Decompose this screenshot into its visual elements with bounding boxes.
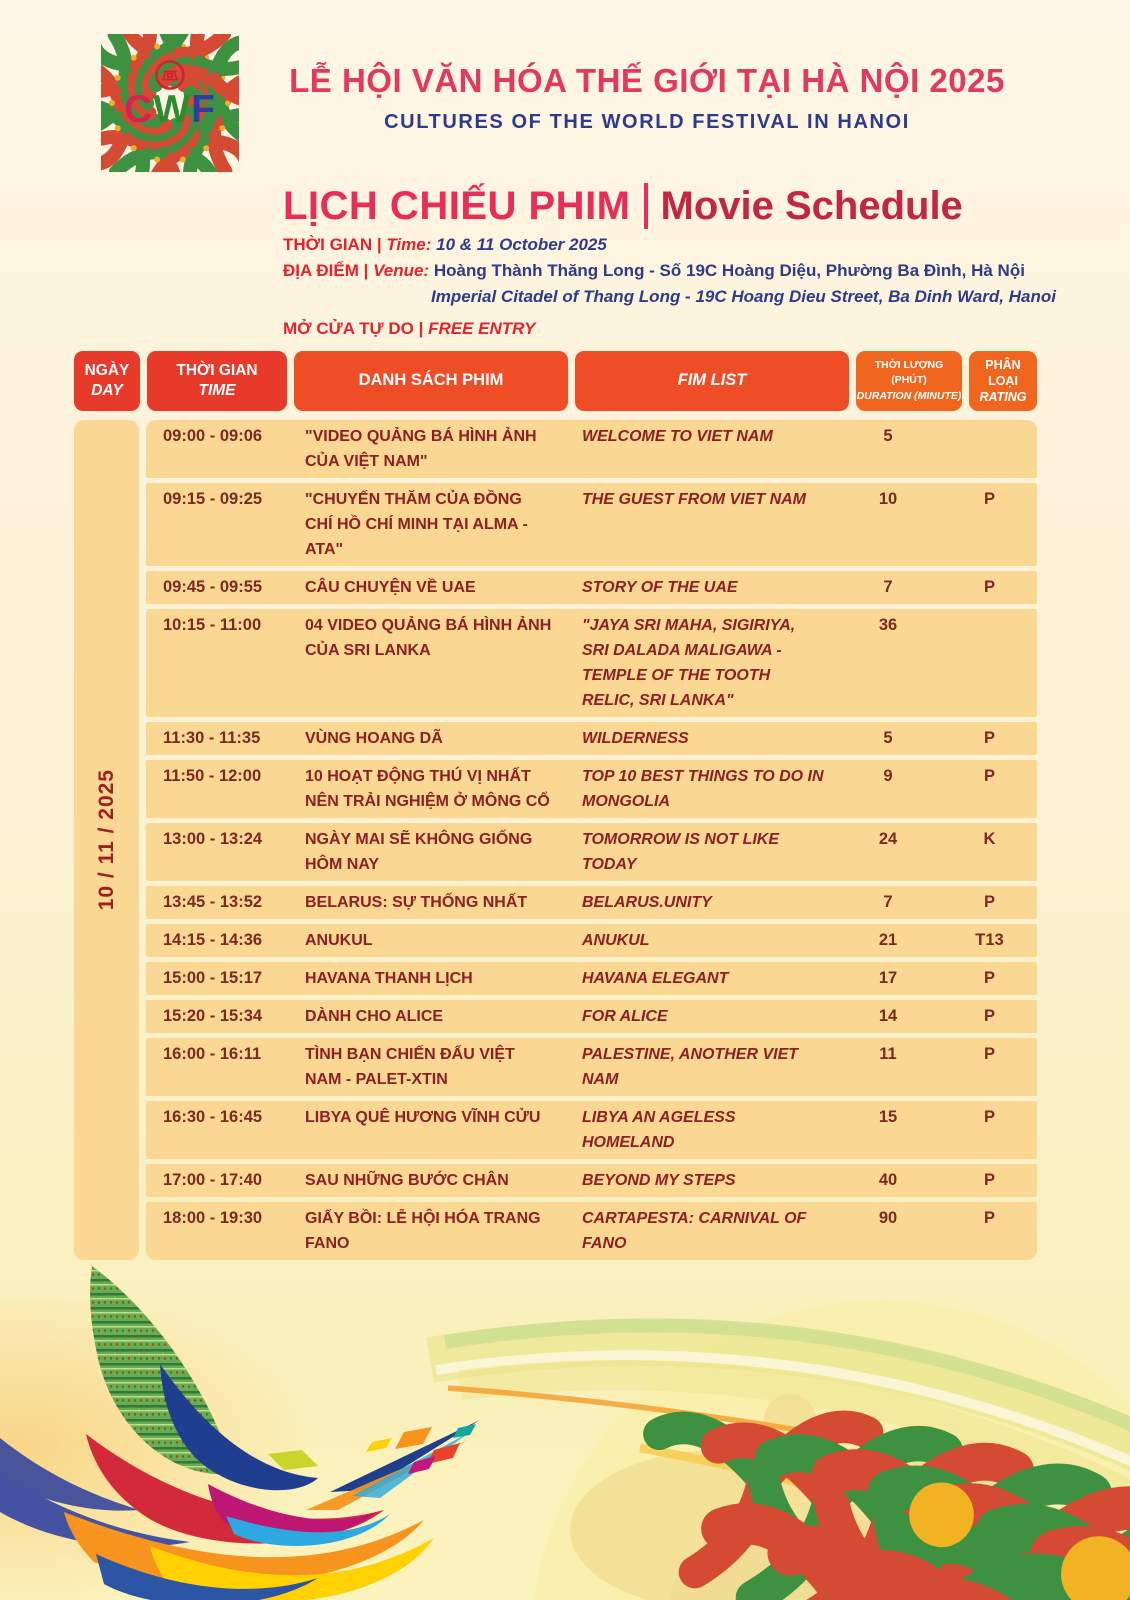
time-value: 10 & 11 October 2025 [436,235,607,254]
row-film-vi: LIBYA QUÊ HƯƠNG VĨNH CỬU [305,1109,541,1126]
schedule-row [146,420,1037,478]
row-duration: 10 [878,490,898,508]
time-label-en: Time: [386,235,432,254]
row-rating: P [983,1045,995,1063]
row-time: 17:00 - 17:40 [163,1171,263,1189]
row-film-en: THE GUEST FROM VIET NAM [582,491,806,508]
schedule-row [146,1000,1037,1033]
row-duration: 14 [878,1007,898,1025]
row-film-en: BELARUS.UNITY [582,894,712,911]
venue-line [283,258,1056,284]
schedule-row [146,1164,1037,1197]
schedule-table-body [74,420,1037,1260]
schedule-row [146,1038,1037,1096]
row-film-vi: VÙNG HOANG DÃ [305,730,443,747]
row-film-en: WELCOME TO VIET NAM [582,428,773,445]
column-header-time [147,351,287,411]
row-rating: P [983,1108,995,1126]
row-time: 16:00 - 16:11 [163,1045,262,1063]
schedule-row [146,483,1037,566]
entry-label-vi: MỞ CỬA TỰ DO | [283,319,424,338]
time-line [283,232,1056,258]
row-time: 10:15 - 11:00 [163,616,262,634]
row-film-vi: "VIDEO QUẢNG BÁ HÌNH ẢNH CỦA VIỆT NAM" [305,428,537,470]
festival-titles [262,62,1032,134]
row-rating: P [983,767,995,785]
row-rating: P [983,1209,995,1227]
header-time-en: TIME [198,382,236,399]
entry-line [283,316,1056,342]
row-duration: 24 [878,830,898,848]
row-rating: P [983,969,995,987]
day-cell [74,420,139,1260]
row-rating: P [983,490,995,508]
schedule-rows [146,420,1037,1260]
column-header-day [74,351,140,411]
row-rating: P [983,578,995,596]
row-film-vi: HAVANA THANH LỊCH [305,970,473,987]
row-time: 09:00 - 09:06 [163,427,263,445]
row-film-en: STORY OF THE UAE [582,579,738,596]
row-film-vi: CÂU CHUYỆN VỀ UAE [305,579,476,596]
row-rating: P [983,1007,995,1025]
schedule-title-vi: LỊCH CHIẾU PHIM [283,183,631,228]
schedule-row [146,823,1037,881]
row-time: 11:50 - 12:00 [163,767,262,785]
venue-label-en: Venue: [373,261,430,280]
schedule-row [146,1101,1037,1159]
venue-value-vi: Hoàng Thành Thăng Long - Số 19C Hoàng Diệu, Phường Ba Đình, Hà Nội [433,261,1025,280]
schedule-row [146,609,1037,717]
row-film-en: TOP 10 BEST THINGS TO DO IN MONGOLIA [582,768,824,810]
row-film-vi: DÀNH CHO ALICE [305,1008,444,1025]
row-duration: 90 [878,1209,898,1227]
row-duration: 21 [878,931,898,949]
row-rating: P [983,1171,995,1189]
row-film-en: CARTAPESTA: CARNIVAL OF FANO [582,1210,807,1252]
schedule-row [146,760,1037,818]
row-time: 15:00 - 15:17 [163,969,263,987]
row-duration: 7 [883,578,893,596]
row-film-vi: 10 HOẠT ĐỘNG THÚ VỊ NHẤT NÊN TRẢI NGHIỆM Ở MÔNG CỔ [305,768,550,810]
header-film-en: FIM LIST [677,371,747,390]
row-duration: 15 [878,1108,898,1126]
row-film-en: FOR ALICE [582,1008,668,1025]
row-duration: 40 [878,1171,898,1189]
festival-title-vi: LỄ HỘI VĂN HÓA THẾ GIỚI TẠI HÀ NỘI 2025 [289,62,1005,99]
row-film-vi: 04 VIDEO QUẢNG BÁ HÌNH ẢNH CỦA SRI LANKA [305,617,552,659]
schedule-row [146,722,1037,755]
row-rating: P [983,729,995,747]
column-header-film-en [575,351,849,411]
row-film-en: "JAYA SRI MAHA, SIGIRIYA, SRI DALADA MALIGAWA - TEMPLE OF THE TOOTH RELIC, SRI LANKA" [582,617,796,709]
row-film-en: LIBYA AN AGELESS HOMELAND [582,1109,736,1151]
row-time: 11:30 - 11:35 [163,729,261,747]
row-film-vi: ANUKUL [305,932,373,949]
venue-line-en [431,284,1056,310]
cwf-letter-c: C [124,88,154,131]
row-film-en: ANUKUL [582,932,650,949]
row-film-vi: NGÀY MAI SẼ KHÔNG GIỐNG HÔM NAY [305,831,533,873]
column-header-duration [856,351,962,411]
cwf-wordmark [101,90,239,129]
row-duration: 5 [883,729,893,747]
venue-value-en: Imperial Citadel of Thang Long - 19C Hoang Dieu Street, Ba Dinh Ward, Hanoi [431,287,1056,306]
schedule-row [146,571,1037,604]
row-film-vi: SAU NHỮNG BƯỚC CHÂN [305,1172,509,1189]
festival-title-en: CULTURES OF THE WORLD FESTIVAL IN HANOI [384,111,910,133]
row-time: 15:20 - 15:34 [163,1007,263,1025]
row-duration: 5 [883,427,893,445]
header-rating-vi: PHÂN LOẠI [985,357,1021,388]
day-value: 10 / 11 / 2025 [94,769,118,911]
schedule-table-header [74,351,1037,411]
schedule-row [146,886,1037,919]
row-rating: T13 [975,931,1004,949]
row-time: 09:15 - 09:25 [163,490,263,508]
cwf-letter-w: W [153,88,192,131]
header-day-vi: NGÀY [84,361,130,379]
row-rating: K [983,830,996,848]
row-duration: 7 [883,893,893,911]
entry-label-en: FREE ENTRY [428,319,536,338]
header-rating-en: RATING [979,390,1027,405]
title-divider [644,183,648,229]
row-film-vi: GIẤY BỒI: LỄ HỘI HÓA TRANG FANO [305,1210,541,1252]
row-duration: 17 [878,969,898,987]
schedule-title [283,183,963,229]
row-film-en: WILDERNESS [582,730,689,747]
row-duration: 11 [879,1045,897,1063]
row-rating: P [983,893,995,911]
column-header-film-vi [294,351,568,411]
row-time: 16:30 - 16:45 [163,1108,263,1126]
header-film-vi: DANH SÁCH PHIM [358,371,504,390]
cwf-letter-f: F [191,88,216,131]
column-header-rating [969,351,1037,411]
schedule-row [146,962,1037,995]
row-film-vi: "CHUYẾN THĂM CỦA ĐỒNG CHÍ HỒ CHÍ MINH TẠI ALMA - ATA" [305,491,528,558]
event-info [283,232,1056,342]
row-time: 13:00 - 13:24 [163,830,263,848]
row-film-vi: TÌNH BẠN CHIẾN ĐẤU VIỆT NAM - PALET-XTIN [305,1046,515,1088]
header-day-en: DAY [91,382,123,399]
row-time: 18:00 - 19:30 [163,1209,263,1227]
row-time: 09:45 - 09:55 [163,578,263,596]
row-time: 14:15 - 14:36 [163,931,263,949]
schedule-row [146,924,1037,957]
row-film-en: BEYOND MY STEPS [582,1172,736,1189]
header-duration-en: DURATION (MINUTE) [856,389,962,402]
cwf-logo [101,34,239,172]
row-film-en: PALESTINE, ANOTHER VIET NAM [582,1046,799,1088]
header-duration-vi: THỜI LƯỢNG (PHÚT) [874,359,944,387]
venue-label-vi: ĐỊA ĐIỂM | [283,261,369,280]
schedule-row [146,1202,1037,1260]
row-film-en: TOMORROW IS NOT LIKE TODAY [582,831,780,873]
row-film-vi: BELARUS: SỰ THỐNG NHẤT [305,894,528,911]
time-label-vi: THỜI GIAN | [283,235,382,254]
row-time: 13:45 - 13:52 [163,893,263,911]
header-time-vi: THỜI GIAN [176,361,258,379]
schedule-title-en: Movie Schedule [660,183,963,228]
row-duration: 36 [878,616,898,634]
row-duration: 9 [883,767,893,785]
row-film-en: HAVANA ELEGANT [582,970,729,987]
